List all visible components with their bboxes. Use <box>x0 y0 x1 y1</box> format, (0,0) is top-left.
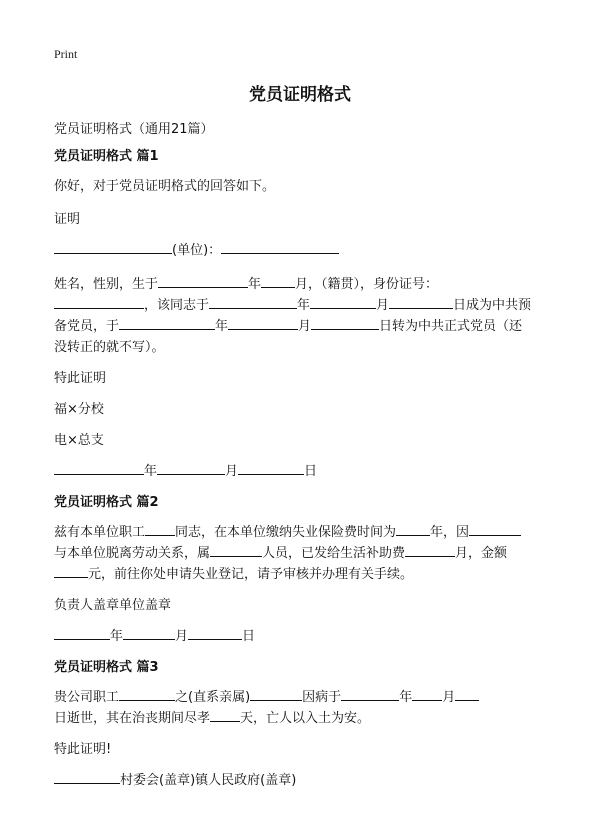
s2-line2 <box>54 543 554 564</box>
blank <box>158 274 248 288</box>
s2-l2a: 与本单位脱离劳动关系，属 <box>54 546 211 561</box>
section1-org2: 电×总支 <box>54 433 104 448</box>
s1-l3a: 备党员，于 <box>54 319 120 334</box>
s3-l1b: 之(直系亲属) <box>175 690 251 705</box>
blank <box>119 687 175 701</box>
blank <box>412 687 442 701</box>
day-blank <box>188 626 242 640</box>
month-label: 月 <box>225 464 239 479</box>
section3-proof: 特此证明! <box>54 742 112 757</box>
unit-blank <box>221 240 339 254</box>
blank <box>210 708 240 722</box>
section1-tecizhengming: 特此证明 <box>54 371 107 386</box>
section1-paragraph <box>54 274 554 358</box>
print-link[interactable]: Print <box>54 47 78 61</box>
s1-l2d: 日成为中共预 <box>453 298 532 313</box>
section2-date-line <box>54 626 554 647</box>
document-title: 党员证明格式 <box>249 85 351 105</box>
s1-line2 <box>54 295 554 316</box>
month-label: 月 <box>175 629 189 644</box>
section1-org1: 福×分校 <box>54 402 104 417</box>
s2-l1c: 年，因 <box>430 525 470 540</box>
blank <box>405 543 455 557</box>
name-blank <box>54 240 172 254</box>
s1-l2a: ，该同志于 <box>144 298 210 313</box>
year-label: 年 <box>110 629 124 644</box>
blank <box>209 295 297 309</box>
document-body <box>54 119 554 791</box>
blank <box>469 522 521 536</box>
day-label: 日 <box>242 629 256 644</box>
s1-l2b: 年 <box>297 298 311 313</box>
section2-sign: 负责人盖章单位盖章 <box>54 598 172 613</box>
blank <box>119 316 215 330</box>
s2-l1b: 同志，在本单位缴纳失业保险费时间为 <box>175 525 397 540</box>
s1-line3 <box>54 316 554 337</box>
blank <box>250 687 302 701</box>
blank <box>210 543 262 557</box>
blank <box>54 564 88 578</box>
s3-line1 <box>54 687 554 708</box>
s2-line1 <box>54 522 554 543</box>
s3-l2b: 天，亡人以入土为安。 <box>240 711 371 726</box>
section3-paragraph <box>54 687 554 729</box>
blank <box>341 687 399 701</box>
section3-heading: 党员证明格式 篇3 <box>54 660 159 675</box>
day-label: 日 <box>304 464 318 479</box>
year-blank <box>54 461 144 475</box>
year-label: 年 <box>144 464 158 479</box>
blank <box>145 522 175 536</box>
year-blank <box>54 626 110 640</box>
s3-l1a: 贵公司职工 <box>54 690 120 705</box>
section2-heading: 党员证明格式 篇2 <box>54 495 159 510</box>
s1-l3d: 日转为中共正式党员（还 <box>379 319 523 334</box>
s1-line1 <box>54 274 554 295</box>
section1-unit-line <box>54 240 554 261</box>
blank <box>311 316 379 330</box>
section1-intro: 你好，对于党员证明格式的回答如下。 <box>54 179 276 194</box>
day-blank <box>238 461 304 475</box>
blank <box>228 316 298 330</box>
s1-l3b: 年 <box>215 319 229 334</box>
blank <box>54 770 120 784</box>
s3-l2a: 日逝世，其在治丧期间尽孝 <box>54 711 211 726</box>
s2-l2c: 月，金额 <box>455 546 508 561</box>
s3-line2 <box>54 708 554 729</box>
s1-l1b: 年 <box>248 277 262 292</box>
blank <box>261 274 295 288</box>
section1-date-line <box>54 461 554 482</box>
section1-zhengming: 证明 <box>54 212 81 227</box>
section2-paragraph <box>54 522 554 585</box>
s1-l2c: 月 <box>376 298 390 313</box>
month-blank <box>157 461 225 475</box>
s1-line4: 没转正的就不写）。 <box>54 340 165 355</box>
section1-heading: 党员证明格式 篇1 <box>54 149 159 164</box>
s3-l1c: 因病于 <box>302 690 342 705</box>
s1-l1a: 姓名，性别，生于 <box>54 277 159 292</box>
month-blank <box>123 626 175 640</box>
s2-line3 <box>54 564 554 585</box>
s2-l2b: 人员，已发给生活补助费 <box>262 546 406 561</box>
blank <box>455 687 479 701</box>
s3-l1d: 年 <box>399 690 413 705</box>
s2-l1a: 兹有本单位职工 <box>54 525 146 540</box>
s1-l3c: 月 <box>298 319 312 334</box>
unit-label: (单位)： <box>172 243 222 258</box>
s3-l1e: 月 <box>442 690 456 705</box>
blank <box>54 295 144 309</box>
section3-sign-line <box>54 770 554 791</box>
s2-l3: 元，前往你处申请失业登记，请予审核并办理有关手续。 <box>88 567 414 582</box>
blank <box>310 295 376 309</box>
s3-sign: 村委会(盖章)镇人民政府(盖章) <box>120 773 297 788</box>
document-subtitle: 党员证明格式（通用21篇） <box>54 122 214 137</box>
s1-l1c: 月，（籍贯），身份证号： <box>295 277 439 292</box>
blank <box>396 522 430 536</box>
blank <box>389 295 453 309</box>
